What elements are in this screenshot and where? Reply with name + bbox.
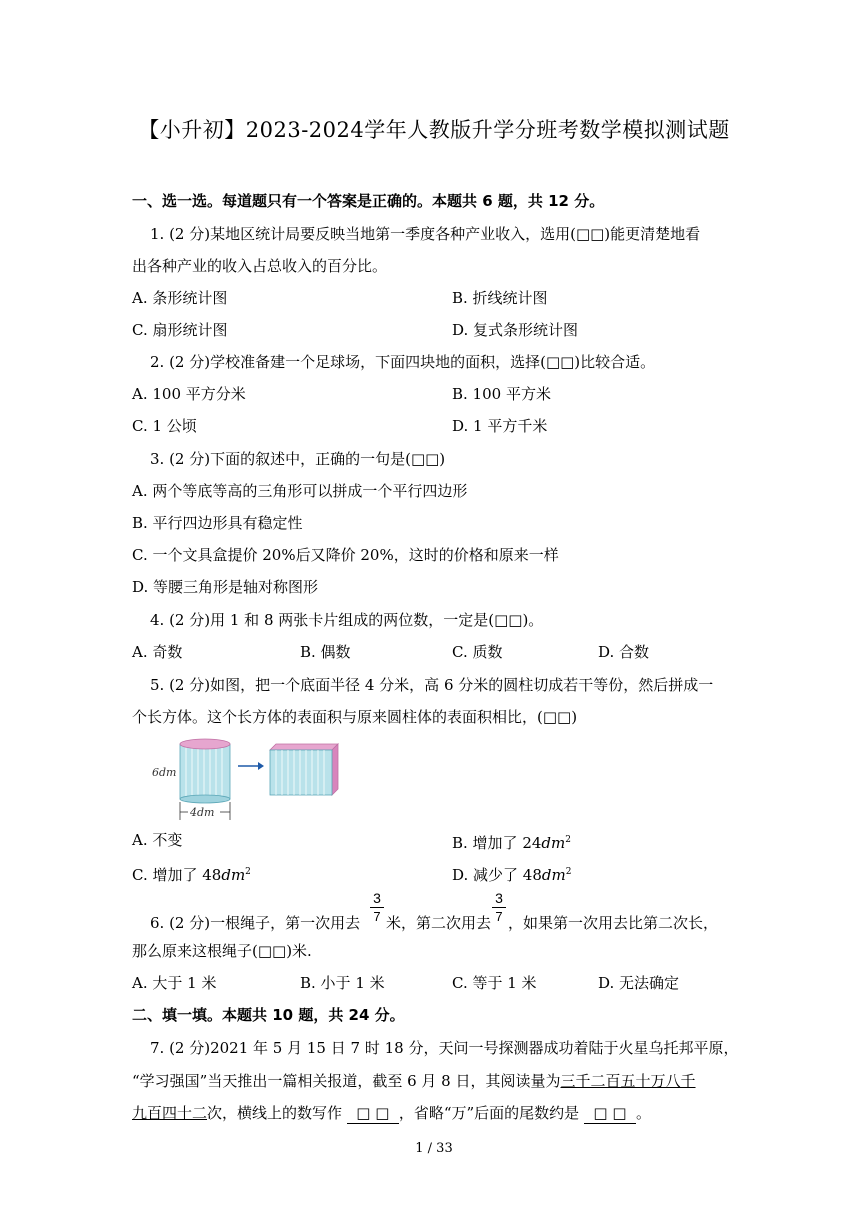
q3-option-c: C. 一个文具盒提价 20%后又降价 20%，这时的价格和原来一样 (132, 546, 559, 564)
q6-option-b: B. 小于 1 米 (300, 974, 385, 992)
q7-answer-blank-2[interactable]: □ □ (584, 1103, 636, 1124)
section-heading-1: 一、选一选。每道题只有一个答案是正确的。本题共 6 题，共 12 分。 (132, 192, 605, 210)
q7-underlined-number-words-end: 九百四十二 (132, 1104, 208, 1122)
question-6-part2: 米，第二次用去 (386, 914, 492, 932)
question-6-part1: 6. (2 分)一根绳子，第一次用去 (150, 914, 361, 932)
q1-option-d: D. 复式条形统计图 (452, 321, 579, 339)
figure-width-label: 4dm (190, 806, 215, 819)
question-1-text-cont: 出各种产业的收入占总收入的百分比。 (132, 257, 388, 275)
q6-fraction-1: 3 7 (370, 891, 384, 924)
q2-option-b: B. 100 平方米 (452, 385, 551, 403)
question-3-text: 3. (2 分)下面的叙述中，正确的一句是(□□) (150, 450, 446, 468)
section-heading-2: 二、填一填。本题共 10 题，共 24 分。 (132, 1006, 405, 1024)
q6-option-c: C. 等于 1 米 (452, 974, 537, 992)
q3-option-a: A. 两个等底等高的三角形可以拼成一个平行四边形 (132, 482, 468, 500)
q3-option-b: B. 平行四边形具有稳定性 (132, 514, 303, 532)
q4-option-a: A. 奇数 (132, 643, 183, 661)
question-4-text: 4. (2 分)用 1 和 8 两张卡片组成的两位数，一定是(□□)。 (150, 611, 544, 629)
q3-option-d: D. 等腰三角形是轴对称图形 (132, 578, 319, 596)
page-title: 【小升初】2023-2024学年人教版升学分班考数学模拟测试题 (138, 118, 730, 142)
question-1-text: 1. (2 分)某地区统计局要反映当地第一季度各种产业收入，选用(□□)能更清楚地看 (150, 225, 701, 243)
q6-option-a: A. 大于 1 米 (132, 974, 217, 992)
q1-option-b: B. 折线统计图 (452, 289, 548, 307)
question-7-text-cont: “学习强国”当天推出一篇相关报道，截至 6 月 8 日，其阅读量为三千二百五十万八千 (132, 1072, 696, 1090)
q5-option-b: B. 增加了 $24dm^2$ (452, 834, 571, 852)
q5-option-a: A. 不变 (132, 831, 183, 849)
question-5-text: 5. (2 分)如图，把一个底面半径 4 分米，高 6 分米的圆柱切成若干等份，然后拼成一 (150, 676, 714, 694)
figure-height-label: 6dm (152, 766, 177, 779)
q4-option-d: D. 合数 (598, 643, 650, 661)
q7-answer-blank-1[interactable]: □ □ (347, 1103, 399, 1124)
q5-option-c: C. 增加了 $48dm^2$ (132, 866, 251, 884)
q2-option-d: D. 1 平方千米 (452, 417, 548, 435)
page-number: 1 / 33 (415, 1141, 453, 1156)
q1-option-a: A. 条形统计图 (132, 289, 228, 307)
q4-option-b: B. 偶数 (300, 643, 351, 661)
question-2-text: 2. (2 分)学校准备建一个足球场，下面四块地的面积，选择(□□)比较合适。 (150, 353, 656, 371)
question-5-text-cont: 个长方体。这个长方体的表面积与原来圆柱体的表面积相比，(□□) (132, 708, 578, 726)
q6-fraction-2: 3 7 (492, 891, 506, 924)
q7-underlined-number-words: 三千二百五十万八千 (560, 1072, 696, 1090)
question-7-text-cont-2: 九百四十二次，横线上的数写作 □ □ ，省略“万”后面的尾数约是 □ □ 。 (132, 1104, 651, 1122)
q5-option-d: D. 减少了 $48dm^2$ (452, 866, 572, 884)
q6-option-d: D. 无法确定 (598, 974, 680, 992)
q4-option-c: C. 质数 (452, 643, 503, 661)
question-7-text: 7. (2 分)2021 年 5 月 15 日 7 时 18 分，天问一号探测器成功着陆于火星乌托邦平原， (150, 1039, 739, 1057)
q2-option-a: A. 100 平方分米 (132, 385, 246, 403)
cylinder-to-cuboid-figure (150, 734, 345, 822)
q1-option-c: C. 扇形统计图 (132, 321, 228, 339)
question-6-part3: ，如果第一次用去比第二次长， (508, 914, 719, 932)
question-6-text-cont: 那么原来这根绳子(□□)米. (132, 942, 312, 960)
q2-option-c: C. 1 公顷 (132, 417, 197, 435)
